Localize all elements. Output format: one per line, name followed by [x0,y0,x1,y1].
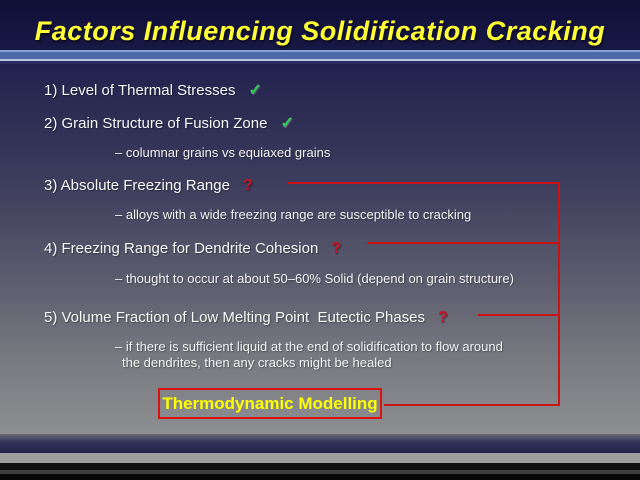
question-mark-icon: ? [331,240,342,257]
bottom-black-edge [0,474,640,480]
list-item-5-label: 5) Volume Fraction of Low Melting Point Eutectic Phases [44,309,426,326]
connector-line-vertical [558,182,560,406]
list-item-4 [44,240,341,258]
subnote-freezing-range: – alloys with a wide freezing range are susceptible to cracking [115,207,472,222]
check-icon: ✓ [248,82,262,99]
question-mark-icon: ? [438,309,448,326]
list-item-1-label: 1) Level of Thermal Stresses [44,82,236,99]
connector-line-box [384,404,560,406]
bottom-black-strip [0,463,640,470]
thermodynamic-modelling-label: Thermodynamic Modelling [162,393,378,413]
subnote-dendrite-cohesion: – thought to occur at about 50–60% Solid (depend on grain structure) [115,271,514,286]
bottom-navy-band [0,434,640,453]
connector-line-item4 [367,242,560,244]
check-icon: ✓ [280,115,294,132]
subnote-eutectic-line2: the dendrites, then any cracks might be healed [122,355,392,370]
list-item-3-label: 3) Absolute Freezing Range [44,177,230,194]
connector-line-item5 [478,314,560,316]
slide-title: Factors Influencing Solidification Cracking [34,16,606,46]
connector-line-item3 [288,182,560,184]
bottom-gray-strip [0,453,640,463]
list-item-5 [44,309,448,327]
list-item-4-label: 4) Freezing Range for Dendrite Cohesion [44,240,319,257]
list-item-3 [44,177,253,195]
title-divider-bar [0,50,640,64]
list-item-1 [44,80,262,100]
question-mark-icon: ? [242,177,253,194]
list-item-2 [44,113,294,133]
list-item-2-label: 2) Grain Structure of Fusion Zone [44,115,268,132]
subnote-grain-structure: – columnar grains vs equiaxed grains [115,145,331,160]
thermodynamic-modelling-box [158,388,382,419]
subnote-eutectic-line1: – if there is sufficient liquid at the end of solidification to flow around [115,339,503,354]
